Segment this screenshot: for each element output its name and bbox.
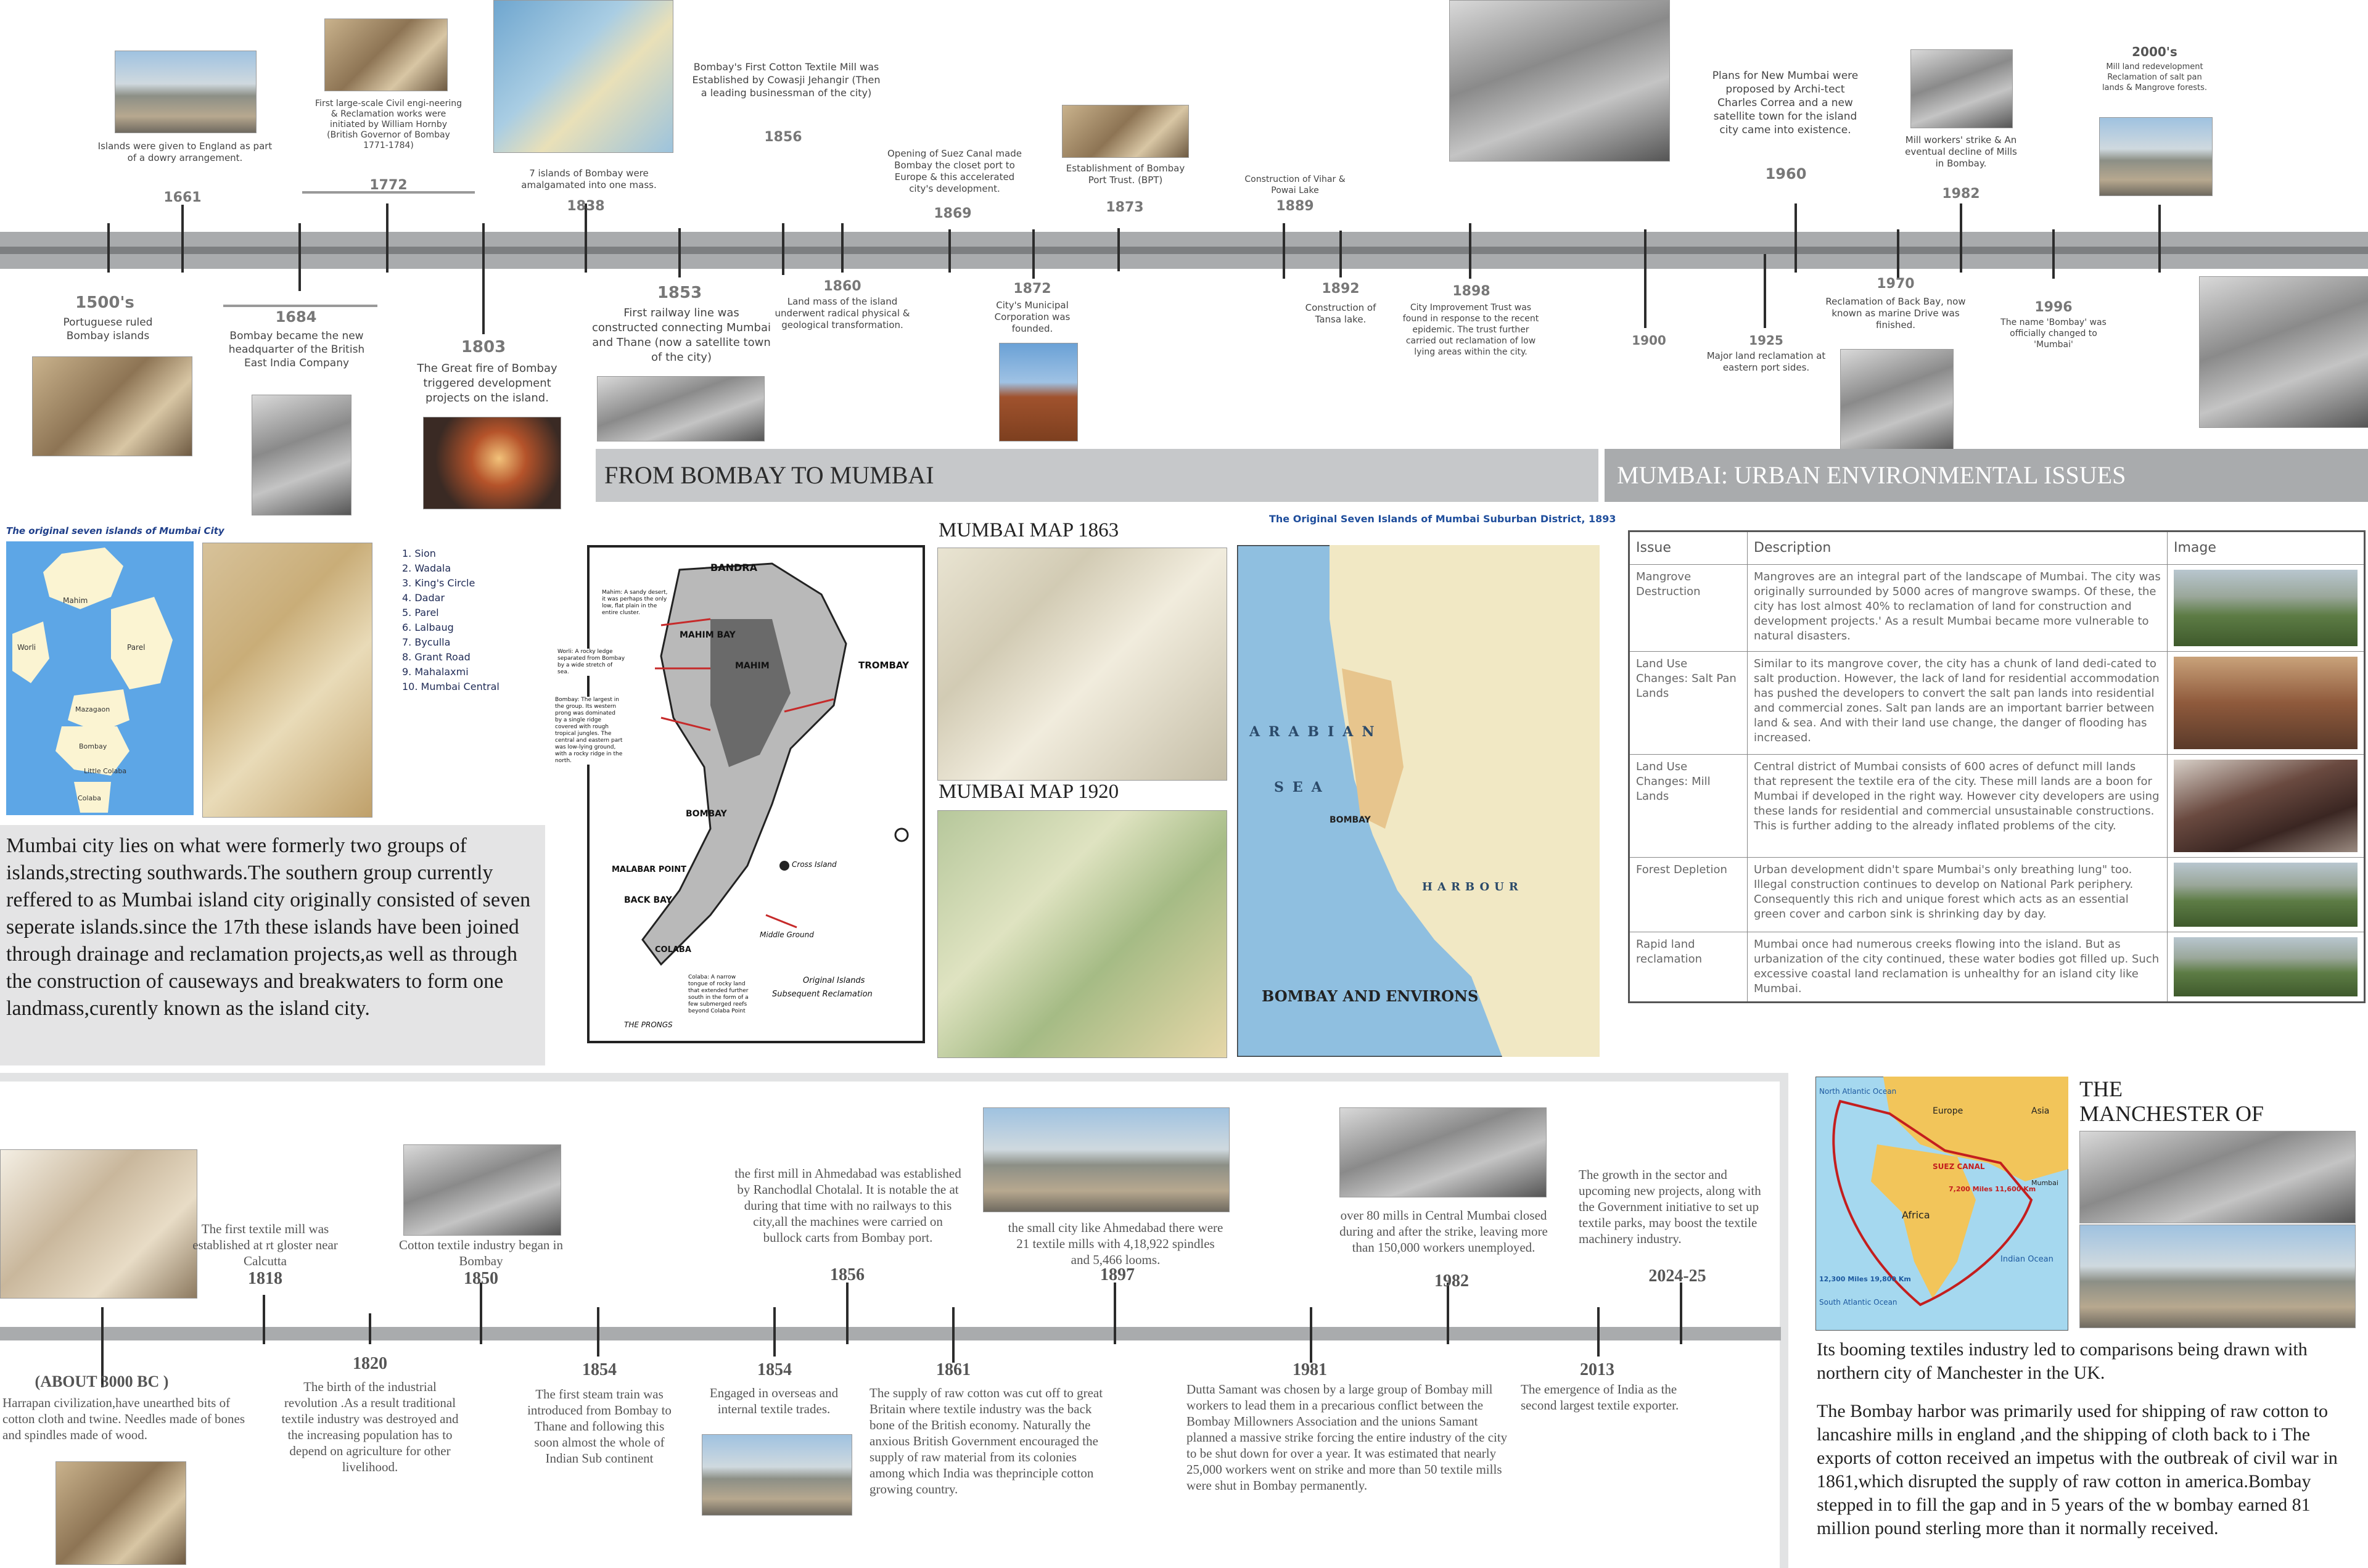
- issue-description: Mangroves are an integral part of the landscape of Mumbai. The city was originally surrounded by 5000 acres of mangrove swamps. Of these, the city has lost almost 40% to reclamation of land for construction and development projects.' As a result Mumbai became more vulnerable to natural disasters.: [1748, 565, 2168, 652]
- textile-year: 1854: [582, 1360, 617, 1379]
- issue-image-cell: [2168, 565, 2365, 652]
- historical-sketch-map: [587, 545, 925, 1043]
- textile-caption: Harrapan civilization,have unearthed bits of cotton cloth and twine. Needles made of bones and spindles made of wood.: [2, 1395, 245, 1442]
- map-1920-title: MUMBAI MAP 1920: [939, 781, 1119, 803]
- textile-year: 1854: [757, 1360, 792, 1379]
- issue-image-cell: [2168, 932, 2365, 1003]
- map-image: [1449, 0, 1670, 162]
- sketch-label: Original Islands: [803, 976, 865, 985]
- textile-caption: Engaged in overseas and internal textile trades.: [709, 1385, 839, 1416]
- map-label: HARBOUR: [1422, 880, 1523, 893]
- tick: [2052, 229, 2055, 279]
- tick: [1960, 203, 1962, 273]
- tick: [597, 1307, 599, 1357]
- event-year: 1856: [764, 129, 802, 145]
- textile-year: (ABOUT 3000 BC ): [35, 1373, 169, 1390]
- list-item: 4. Dadar: [402, 592, 445, 604]
- tick: [1597, 1307, 1600, 1357]
- tick: [1644, 229, 1646, 328]
- sketch-label: COLABA: [655, 945, 691, 954]
- sketch-label: BOMBAY: [686, 809, 727, 819]
- event-year: 1970: [1877, 276, 1915, 292]
- issues-table: [1628, 530, 2366, 1003]
- map-label: SEA: [1274, 779, 1331, 795]
- event-illustration: [56, 1461, 186, 1565]
- table-row: [1629, 932, 2365, 1003]
- history-banner-title: FROM BOMBAY TO MUMBAI: [604, 461, 934, 489]
- event-year: 1900: [1632, 333, 1666, 348]
- textile-year: 1818: [248, 1269, 282, 1288]
- event-caption: Major land reclamation at eastern port sides.: [1706, 350, 1826, 373]
- textile-year: 1861: [936, 1360, 971, 1379]
- tick: [263, 1295, 265, 1344]
- textile-year: 2024-25: [1648, 1266, 1706, 1286]
- issue-image-cell: [2168, 858, 2365, 932]
- issue-photo: [2174, 657, 2358, 749]
- event-photo: [702, 1434, 852, 1516]
- event-photo: [2099, 117, 2213, 196]
- event-caption: Bombay became the new headquarter of the British East India Company: [228, 330, 365, 369]
- tick: [1897, 229, 1899, 279]
- neighbourhood-list: [402, 546, 500, 694]
- event-caption: City's Municipal Corporation was founded.: [994, 300, 1071, 334]
- table-header: Description: [1748, 532, 2168, 565]
- event-year: 1982: [1942, 186, 1980, 202]
- textile-caption: The growth in the sector and upcoming new projects, along with the Government initiative to set up textile parks, may boost the textile machinery industry.: [1579, 1167, 1761, 1246]
- event-caption: First large-scale Civil engi-neering & Reclamation works were initiated by William Hornby (British Governor of Bombay 1771-1784): [315, 99, 462, 150]
- tick: [1469, 223, 1471, 279]
- table-header-row: [1629, 532, 2365, 565]
- event-photo: [403, 1144, 561, 1236]
- textile-year: 1897: [1100, 1265, 1135, 1284]
- islands-caption: The original seven islands of Mumbai City: [6, 525, 224, 536]
- table-row: [1629, 858, 2365, 932]
- textile-year: 1820: [353, 1354, 387, 1373]
- map-label: Bombay: [79, 742, 107, 750]
- textile-caption: Dutta Samant was chosen by a large group of Bombay mill workers to lead them in a precarious conflict between the Bombay Millowners Association and the unions Samant planned a massive strike forcing the entire industry of the city to be shut down for over a year. It was estimated that nearly 25,000 workers went on strike and more than 50 textile mills were shut in Bombay permanently.: [1186, 1382, 1508, 1493]
- textile-caption: the first mill in Ahmedabad was established by Ranchodlal Chotalal. It is notable the at during that time with no railways to this city,all the machines were carried on bullock carts from Bombay port.: [734, 1166, 961, 1245]
- event-year: 1772: [369, 178, 408, 193]
- event-caption: City Improvement Trust was found in response to the recent epidemic. The trust further carried out reclamation of low lying areas within the city.: [1402, 303, 1539, 357]
- textile-caption: The birth of the industrial revolution .As a result traditional textile industry was destroyed and the increasing population has to depend on agriculture for other livelihood.: [281, 1379, 459, 1474]
- issues-banner: [1605, 449, 2368, 502]
- issue-photo: [2174, 863, 2358, 927]
- sketch-label: Subsequent Reclamation: [772, 990, 873, 999]
- event-photo: [252, 395, 352, 515]
- tick: [952, 1307, 955, 1363]
- sketch-label: MALABAR POINT: [612, 865, 687, 874]
- map-label: SUEZ CANAL: [1933, 1162, 1985, 1171]
- map-label: Indian Ocean: [2000, 1255, 2054, 1264]
- event-year: 1684: [275, 308, 317, 326]
- sketch-note: Mahim: A sandy desert, it was perhaps the only low, flat plain in the entire cluster.: [602, 589, 668, 616]
- tick: [298, 223, 301, 291]
- island-city-map: [202, 543, 372, 818]
- tick: [846, 1283, 849, 1344]
- list-item: 9. Mahalaxmi: [402, 666, 469, 678]
- textile-caption: The supply of raw cotton was cut off to great Britain where textile industry was the back bone of the British economy. Naturally the anxious British Government encouraged the supply of raw material from its colonies among which India was theprinciple cotton growing country.: [870, 1385, 1103, 1496]
- textile-year: 1856: [830, 1265, 865, 1284]
- map-label: 12,300 Miles 19,800 Km: [1819, 1275, 1911, 1283]
- event-caption: Reclamation of Back Bay, now known as marine Drive was finished.: [1825, 296, 1966, 330]
- tick: [948, 229, 951, 273]
- event-photo: [1840, 349, 1954, 453]
- list-item: 8. Grant Road: [402, 651, 471, 663]
- sketch-label: TROMBAY: [858, 660, 909, 671]
- manchester-title: THE MANCHESTER OF: [2079, 1077, 2264, 1126]
- textile-caption: over 80 mills in Central Mumbai closed during and after the strike, leaving more than 150,000 workers unemployed.: [1339, 1208, 1548, 1255]
- islands-paragraph: Mumbai city lies on what were formerly two groups of islands,strecting southwards.The southern group currently reffered to as Mumbai island city originally consisted of seven seperate islands.since the 17th these islands have been joined through drainage and reclamation projects,as well as through the construction of causeways and breakwaters to form one landmass,curently known as the island city.: [6, 834, 531, 1020]
- event-year: 1661: [163, 190, 202, 205]
- event-caption: Islands were given to England as part of a dowry arrangement.: [97, 141, 273, 163]
- list-item: 6. Lalbaug: [402, 622, 454, 633]
- map-1893: [1237, 545, 1600, 1057]
- textile-caption: the small city like Ahmedabad there were 21 textile mills with 4,18,922 spindles and 5,466 looms.: [1008, 1220, 1223, 1267]
- event-caption: Establishment of Bombay Port Trust. (BPT): [1066, 163, 1185, 186]
- event-year: 1889: [1276, 199, 1314, 214]
- map-label: Europe: [1933, 1106, 1963, 1116]
- tick: [1032, 229, 1035, 279]
- event-year: 1996: [2034, 300, 2073, 315]
- map-image: [2199, 276, 2368, 428]
- event-caption: Bombay's First Cotton Textile Mill was Established by Cowasji Jehangir (Then a leading businessman of the city): [692, 61, 881, 99]
- manchester-paragraph-2: The Bombay harbor was primarily used for shipping of raw cotton to lancashire mills in england ,and the shipping of cloth back to i The exports of cotton received an impetus with the outbreak of civil war in 1861,which disrupted the supply of raw cotton in america.Bombay stepped in to fill the gap and in 5 years of the w bombay earned 81 million pound sterling more than it normally received.: [1817, 1401, 2338, 1538]
- issue-description: Similar to its mangrove cover, the city has a chunk of land dedi-cated to salt production. However, the lack of land for residential accommodation has pushed the developers to convert the salt pan lands into residential and commercial zones. Salt pan lands are an important barrier between land & sea. And with their land use change, the danger of flooding has increased.: [1748, 652, 2168, 755]
- tick: [1114, 1283, 1116, 1344]
- issue-description: Urban development didn't spare Mumbai's only breathing lung" too. Illegal construction continues to develop on National Park periphery. Consequently this rich and unique forest which acts as an essential green cover and carbon sink is shrinking day by day.: [1748, 858, 2168, 932]
- tick: [482, 223, 485, 334]
- map-1920: [937, 810, 1227, 1058]
- table-header: Image: [2168, 532, 2365, 565]
- sketch-label: BACK BAY: [624, 895, 672, 905]
- tick: [107, 223, 110, 273]
- textile-timeline-band: [0, 1327, 1781, 1340]
- tick: [1117, 228, 1120, 271]
- issue-description: Mumbai once had numerous creeks flowing into the island. But as urbanization of the city continued, these water bodies got filled up. Such excessive coastal land reclamation is unhealthy for an island city like Mumbai.: [1748, 932, 2168, 1003]
- event-caption: Mill workers' strike & An eventual decline of Mills in Bombay.: [1905, 134, 2017, 169]
- tick: [1764, 254, 1766, 328]
- textile-caption: The first textile mill was established at rt gloster near Calcutta: [192, 1221, 338, 1268]
- map-label: ARABIAN: [1249, 724, 1383, 740]
- mill-photo: [2079, 1225, 2356, 1328]
- sketch-label: THE PRONGS: [624, 1020, 673, 1029]
- event-photo: [1910, 49, 2013, 128]
- map-label: BOMBAY AND ENVIRONS: [1262, 987, 1479, 1005]
- textile-caption: Cotton textile industry began in Bombay: [399, 1238, 563, 1268]
- cross-island: [779, 861, 789, 871]
- tick: [782, 223, 784, 275]
- table-row: [1629, 755, 2365, 858]
- table-header: Issue: [1629, 532, 1748, 565]
- issue-name: Rapid land reclamation: [1629, 932, 1748, 1003]
- textile-year: 1850: [464, 1269, 498, 1288]
- sketch-note: Bombay: The largest in the group. Its western prong was dominated by a single ridge covered with rough tropical jungles. The central and eastern part was low-lying ground, with a rocky ridge in the north.: [555, 697, 623, 764]
- event-year: 1873: [1106, 200, 1144, 215]
- manchester-paragraph-1: Its booming textiles industry led to comparisons being drawn with northern city of Manchester in the UK.: [1817, 1339, 2308, 1383]
- map-label: Little Colaba: [84, 767, 127, 775]
- event-year: 1803: [461, 338, 506, 356]
- tick: [1310, 1307, 1312, 1363]
- event-photo: [115, 51, 257, 133]
- sketch-label: MAHIM: [735, 661, 770, 671]
- issue-name: Forest Depletion: [1629, 858, 1748, 932]
- issue-name: Mangrove Destruction: [1629, 565, 1748, 652]
- issue-photo: [2174, 570, 2358, 646]
- event-photo: [597, 376, 765, 441]
- textile-year: 2013: [1580, 1360, 1614, 1379]
- map-label: Mahim: [63, 596, 88, 605]
- tick: [1680, 1283, 1682, 1344]
- issue-name: Land Use Changes: Mill Lands: [1629, 755, 1748, 858]
- list-item: 2. Wadala: [402, 562, 451, 574]
- event-year: 1838: [567, 199, 605, 214]
- map-label: BOMBAY: [1330, 815, 1371, 825]
- map-label: Asia: [2031, 1106, 2050, 1116]
- list-item: 7. Byculla: [402, 636, 451, 648]
- tick: [773, 1307, 776, 1357]
- sketch-note: Worli: A rocky ledge separated from Bombay by a wide stretch of sea.: [557, 649, 625, 675]
- islands-paragraph-box: [0, 825, 545, 1065]
- table-row: [1629, 652, 2365, 755]
- tick: [480, 1283, 482, 1344]
- trade-route-map: [1815, 1077, 2068, 1331]
- event-photo: [32, 356, 192, 456]
- history-banner: [596, 449, 1598, 502]
- issue-photo: [2174, 760, 2358, 852]
- event-caption: Mill land redevelopment Reclamation of salt pan lands & Mangrove forests.: [2102, 62, 2208, 92]
- tick: [386, 203, 388, 273]
- event-photo: [1062, 105, 1189, 158]
- sketch-note: Colaba: A narrow tongue of rocky land that extended further south in the form of a few submerged reefs beyond Colaba Point: [688, 974, 756, 1015]
- top-timeline-line: [0, 247, 2368, 254]
- event-photo: [983, 1107, 1230, 1212]
- event-photo: [423, 417, 561, 509]
- sketch-label: Middle Ground: [760, 930, 814, 939]
- event-year: 2000's: [2132, 44, 2177, 59]
- map-1893-title: The Original Seven Islands of Mumbai Suburban District, 1893: [1269, 513, 1616, 525]
- event-year: 1500's: [75, 293, 134, 312]
- tick: [1283, 223, 1285, 279]
- list-item: 5. Parel: [402, 607, 439, 618]
- event-caption: Portuguese ruled Bombay islands: [63, 316, 153, 342]
- issue-name: Land Use Changes: Salt Pan Lands: [1629, 652, 1748, 755]
- map-label: Mumbai: [2031, 1179, 2058, 1187]
- mill-photo: [2079, 1131, 2356, 1223]
- tick: [841, 223, 844, 273]
- sketch-label: Cross Island: [792, 860, 837, 869]
- event-caption: Land mass of the island underwent radical physical & geological transformation.: [775, 296, 910, 330]
- issue-image-cell: [2168, 652, 2365, 755]
- tick: [181, 205, 184, 273]
- map-label: Africa: [1902, 1209, 1930, 1221]
- event-caption: 7 islands of Bombay were amalgamated into one mass.: [521, 168, 657, 191]
- map-label: South Atlantic Ocean: [1819, 1298, 1897, 1307]
- event-year: 1892: [1322, 281, 1360, 297]
- event-caption: Construction of Tansa lake.: [1305, 302, 1376, 325]
- seven-islands-map: [6, 541, 194, 815]
- tick: [1794, 203, 1797, 273]
- event-caption: The name 'Bombay' was officially changed to 'Mumbai': [2000, 318, 2107, 350]
- sketch-label: BANDRA: [710, 562, 757, 573]
- map-label: Worli: [17, 643, 36, 652]
- table-row: [1629, 565, 2365, 652]
- issue-description: Central district of Mumbai consists of 600 acres of defunct mill lands that represent the textile era of the city. These mill lands are a boon for Mumbai if developed in the right way. However city developers are using these lands for residential and commercial unsustainable constructions. This is further adding to the already inflated problems of the city.: [1748, 755, 2168, 858]
- issues-banner-title: MUMBAI: URBAN ENVIRONMENTAL ISSUES: [1617, 461, 2126, 489]
- textile-year: 1981: [1293, 1360, 1327, 1379]
- event-caption: Construction of Vihar & Powai Lake: [1244, 174, 1346, 195]
- list-item: 10. Mumbai Central: [402, 681, 500, 692]
- event-year: 1872: [1013, 281, 1051, 297]
- textile-caption: The first steam train was introduced from Bombay to Thane and following this soon almost the whole of Indian Sub continent: [527, 1387, 672, 1466]
- event-year: 1860: [823, 279, 861, 294]
- map-label: Mazagaon: [75, 705, 110, 713]
- issue-photo: [2174, 937, 2358, 996]
- tick: [369, 1313, 371, 1344]
- map-label: Colaba: [78, 794, 101, 802]
- event-year: 1869: [934, 206, 972, 221]
- event-year: 1853: [657, 284, 702, 302]
- map-label: Parel: [127, 643, 146, 652]
- divider: [223, 305, 377, 307]
- event-caption: The Great fire of Bombay triggered development projects on the island.: [417, 362, 557, 404]
- textile-caption: The emergence of India as the second largest textile exporter.: [1521, 1382, 1679, 1413]
- list-item: 1. Sion: [402, 548, 436, 559]
- tick: [2158, 205, 2161, 273]
- event-photo: [999, 343, 1078, 441]
- tick: [678, 228, 681, 277]
- map-1863-title: MUMBAI MAP 1863: [939, 519, 1119, 541]
- map-1863: [937, 548, 1227, 781]
- loom-illustration: [0, 1149, 197, 1299]
- event-photo: [324, 18, 448, 91]
- event-caption: First railway line was constructed connecting Mumbai and Thane (now a satellite town of the city): [592, 306, 771, 364]
- list-item: 3. King's Circle: [402, 577, 475, 589]
- event-year: 1925: [1749, 333, 1783, 348]
- map-image: [493, 0, 673, 153]
- event-year: 1960: [1765, 165, 1807, 183]
- issue-image-cell: [2168, 755, 2365, 858]
- event-caption: Plans for New Mumbai were proposed by Archi-tect Charles Correa and a new satellite town for the island city came into existence.: [1712, 70, 1859, 136]
- tick: [1447, 1283, 1449, 1344]
- map-label: North Atlantic Ocean: [1819, 1087, 1897, 1096]
- event-year: 1898: [1452, 284, 1490, 299]
- event-caption: Opening of Suez Canal made Bombay the closet port to Europe & this accelerated city's development.: [887, 148, 1022, 194]
- map-label: 7,200 Miles 11,600 Km: [1949, 1185, 2036, 1193]
- tick: [1339, 231, 1342, 277]
- textile-year: 1982: [1434, 1271, 1469, 1291]
- sketch-label: MAHIM BAY: [680, 630, 736, 640]
- event-photo: [1339, 1107, 1547, 1197]
